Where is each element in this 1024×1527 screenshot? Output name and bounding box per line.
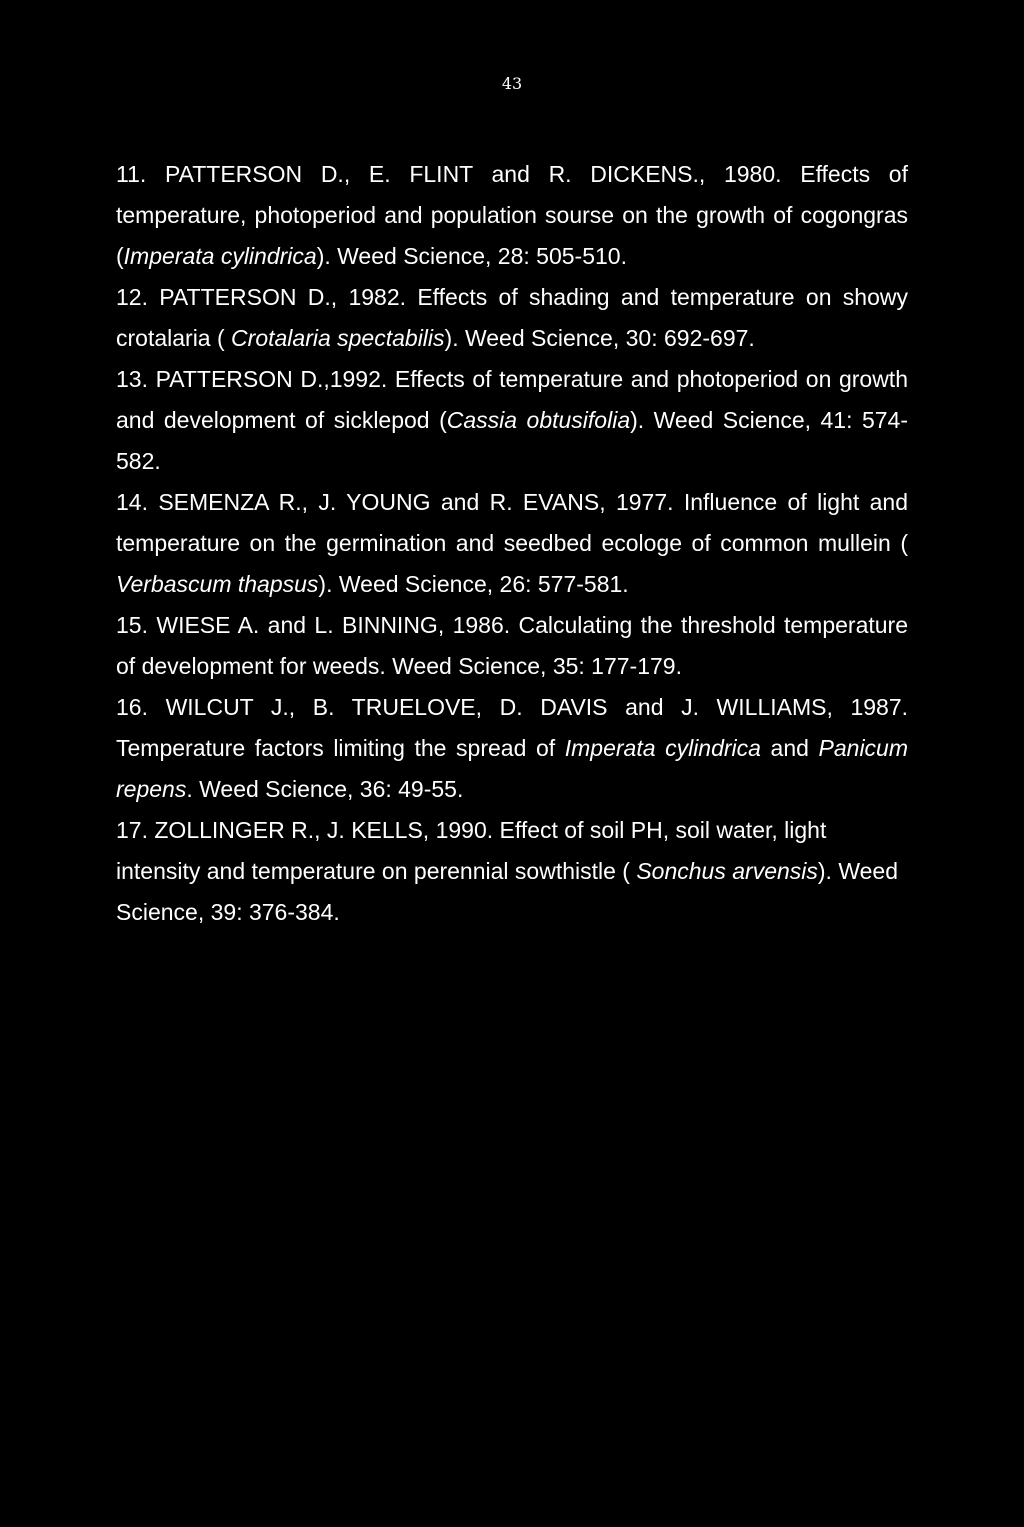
reference-list — [116, 154, 908, 933]
reference-text-joiner: and — [760, 735, 819, 761]
reference-number: 15. — [116, 612, 148, 638]
species-name: Verbascum thapsus — [116, 571, 319, 597]
reference-citation: . Weed Science, 36: 49-55. — [186, 776, 464, 802]
reference-citation: ). Weed Science, 30: 692-697. — [444, 325, 755, 351]
reference-item — [116, 687, 908, 810]
reference-number: 14. — [116, 489, 148, 515]
reference-number: 17. — [116, 817, 148, 843]
species-name: Imperata cylindrica — [564, 735, 761, 761]
reference-number: 13. — [116, 366, 148, 392]
reference-text: WILCUT J., B. TRUELOVE, D. DAVIS and J. WILLIAMS, 1987. Temperature factors limiting the spread of — [116, 694, 908, 761]
reference-item — [116, 810, 908, 933]
reference-text: PATTERSON D., E. FLINT and R. DICKENS., 1980. Effects of temperature, photoperiod and population sourse on the growth of cogongras ( — [116, 161, 908, 269]
reference-item — [116, 482, 908, 605]
reference-text: ZOLLINGER R., J. KELLS, 1990. Effect of soil PH, soil water, light intensity and temperature on perennial sowthistle ( — [116, 817, 827, 884]
reference-text: WIESE A. and L. BINNING, 1986. Calculating the threshold temperature of development for weeds. Weed Science, 35: 177-179. — [116, 612, 908, 679]
reference-citation: ). Weed Science, 39: 376-384. — [116, 858, 898, 925]
reference-number: 16. — [116, 694, 148, 720]
page-number: 43 — [501, 74, 523, 93]
reference-text: PATTERSON D., 1982. Effects of shading and temperature on showy crotalaria ( — [116, 284, 908, 351]
reference-text: PATTERSON D.,1992. Effects of temperature and photoperiod on growth and development of sicklepod ( — [116, 366, 908, 433]
reference-citation: ). Weed Science, 28: 505-510. — [316, 243, 627, 269]
reference-number: 12. — [116, 284, 148, 310]
species-name: Sonchus arvensis — [636, 858, 818, 884]
reference-citation: ). Weed Science, 26: 577-581. — [318, 571, 629, 597]
reference-citation: ). Weed Science, 41: 574-582. — [116, 407, 908, 474]
species-name: Imperata cylindrica — [123, 243, 317, 269]
reference-text: SEMENZA R., J. YOUNG and R. EVANS, 1977. Influence of light and temperature on the germination and seedbed ecologe of common mullein ( — [116, 489, 908, 556]
reference-item — [116, 359, 908, 482]
reference-item — [116, 277, 908, 359]
species-name: Cassia obtusifolia — [446, 407, 631, 433]
species-name: Crotalaria spectabilis — [231, 325, 445, 351]
species-name: Panicum repens — [116, 735, 908, 802]
reference-item — [116, 605, 908, 687]
reference-item — [116, 154, 908, 277]
reference-number: 11. — [116, 161, 147, 187]
